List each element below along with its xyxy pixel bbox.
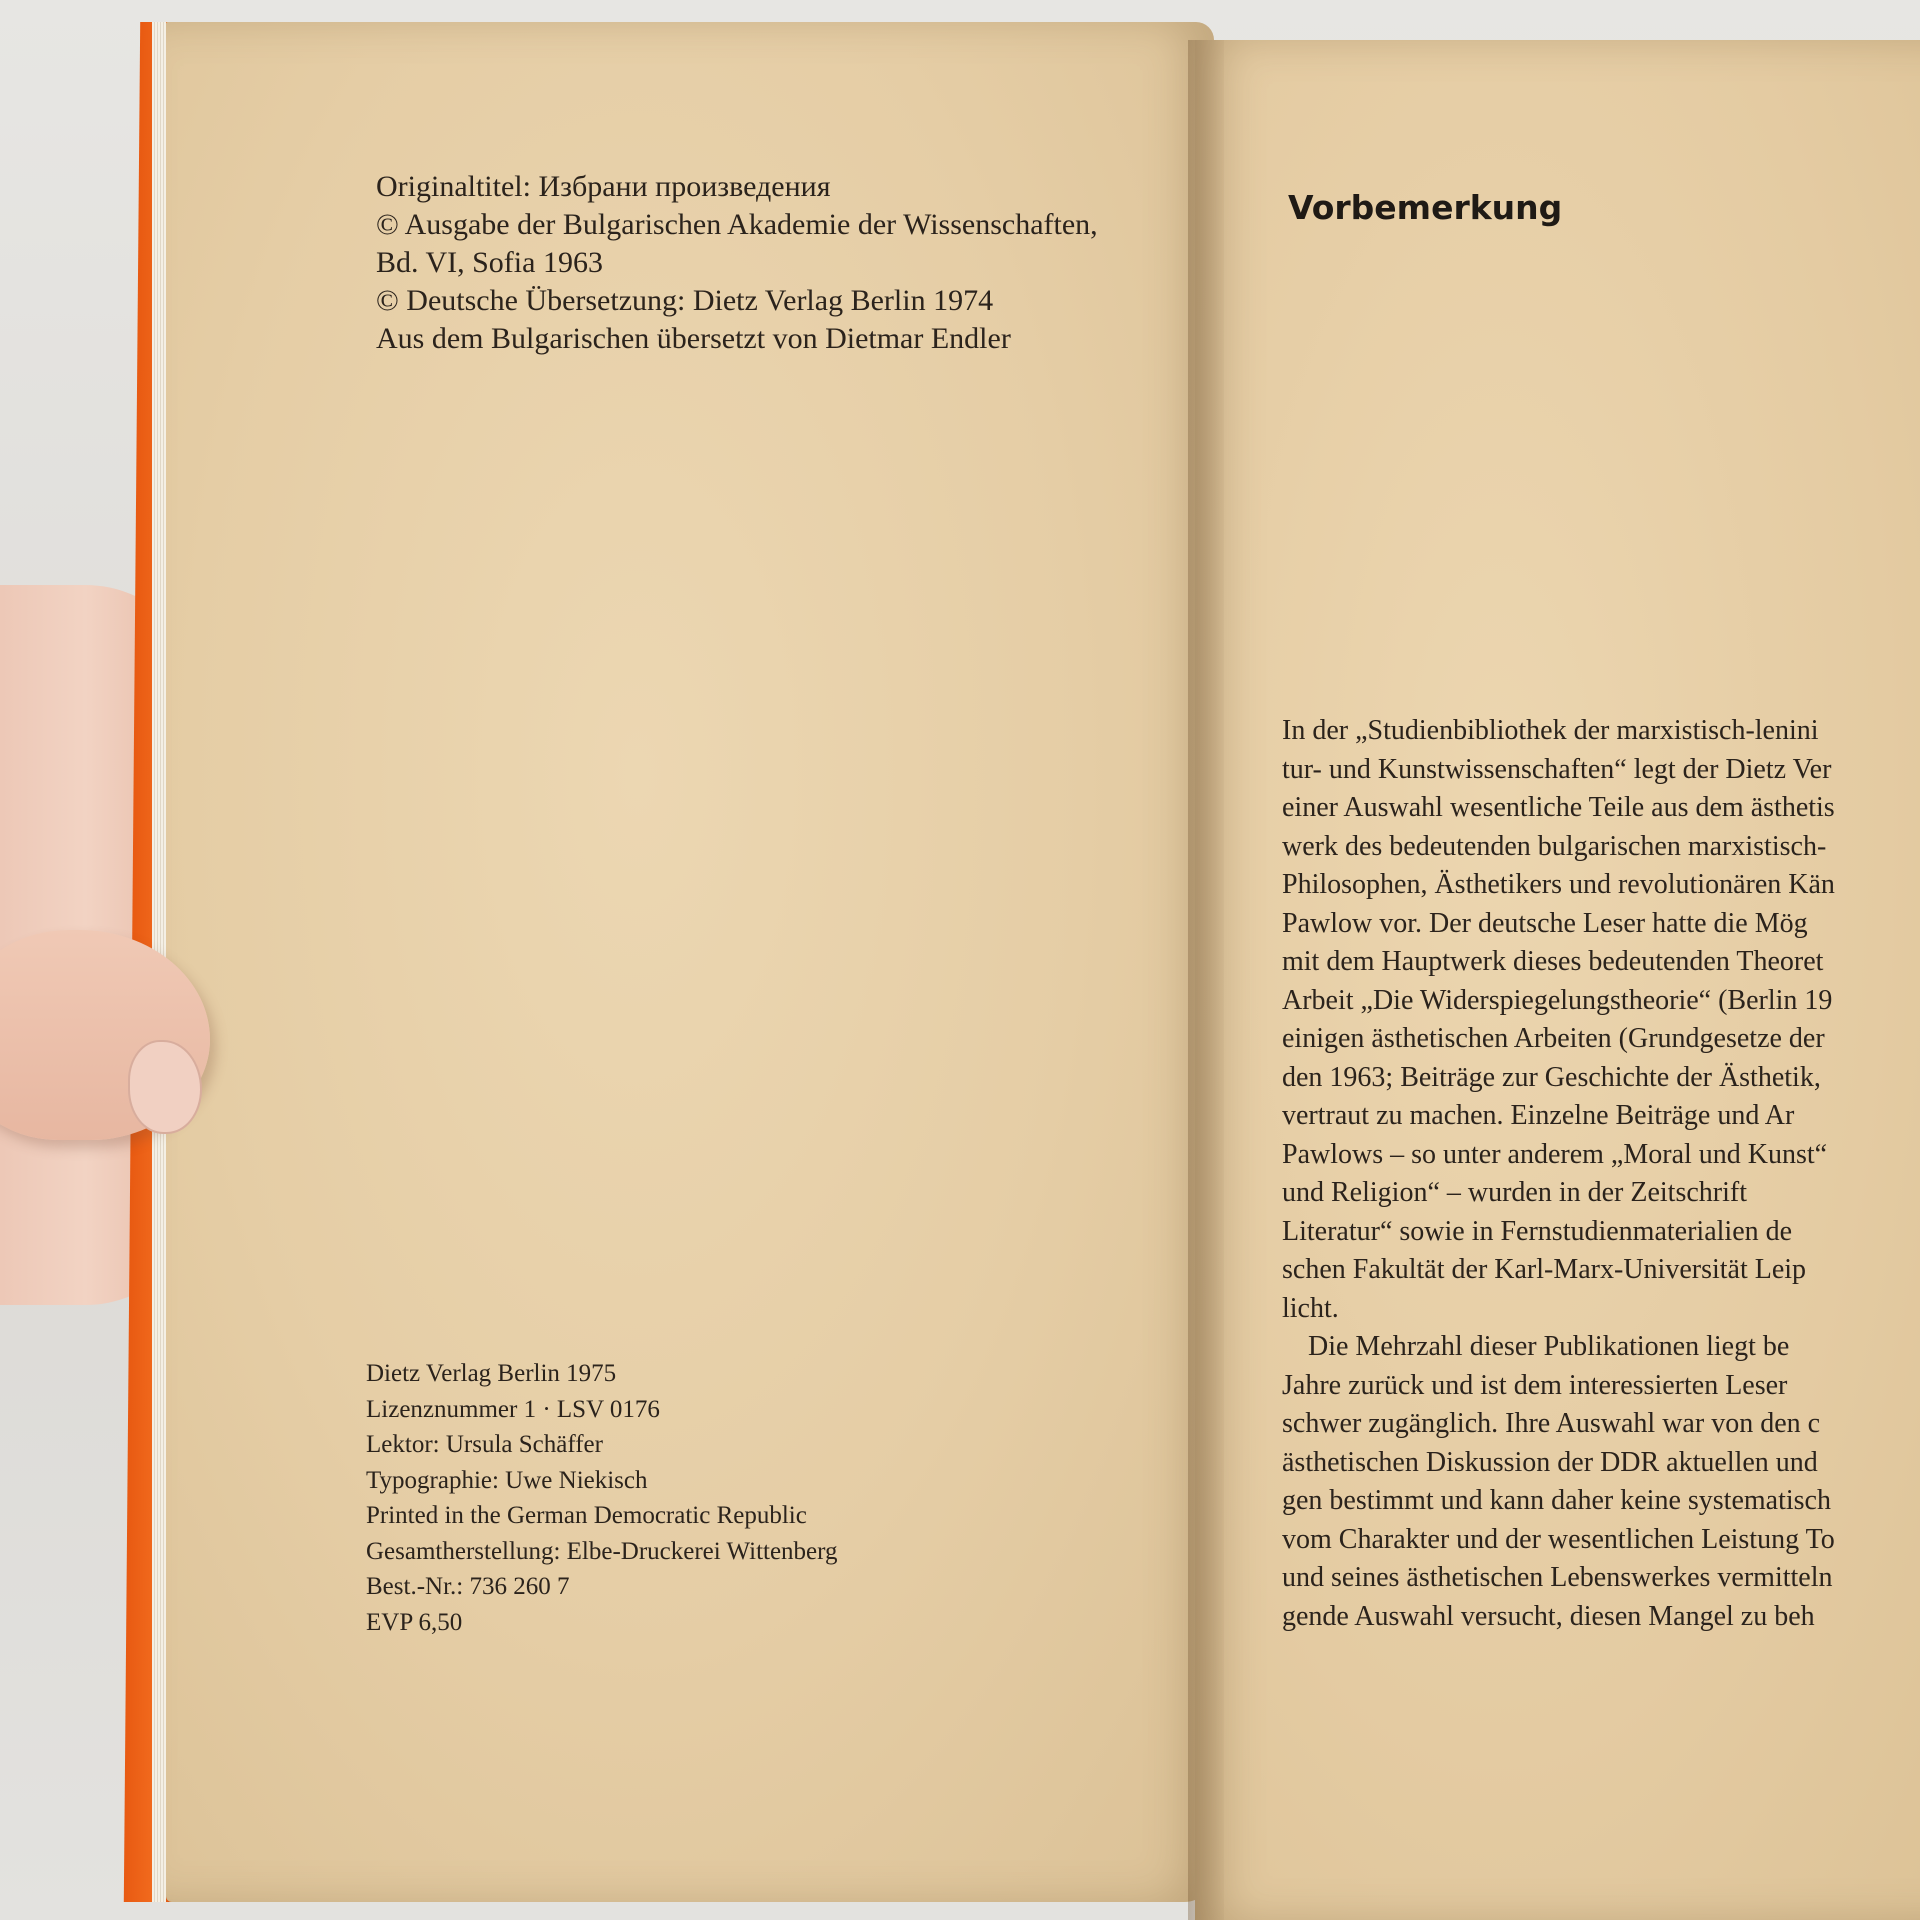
- imprint-line: Lizenznummer 1 · LSV 0176: [366, 1395, 660, 1423]
- imprint-line: Gesamtherstellung: Elbe-Druckerei Wittenberg: [366, 1537, 838, 1565]
- body-line: In der „Studienbibliothek der marxistisch-lenini: [1282, 715, 1819, 746]
- imprint-line: EVP 6,50: [366, 1608, 463, 1636]
- book-gutter: [1188, 40, 1224, 1920]
- imprint-line: Typographie: Uwe Niekisch: [366, 1466, 648, 1494]
- body-line: vertraut zu machen. Einzelne Beiträge und Ar: [1282, 1100, 1795, 1131]
- body-line: Jahre zurück und ist dem interessierten Leser: [1282, 1369, 1788, 1401]
- body-line: einer Auswahl wesentliche Teile aus dem ästhetis: [1282, 792, 1835, 823]
- body-line: schwer zugänglich. Ihre Auswahl war von den c: [1282, 1408, 1821, 1439]
- imprint-line: © Deutsche Übersetzung: Dietz Verlag Berlin 1974: [376, 284, 994, 317]
- paragraph-1: [1282, 712, 1835, 1328]
- body-line: und seines ästhetischen Lebenswerkes vermitteln: [1282, 1562, 1833, 1593]
- imprint-line: Bd. VI, Sofia 1963: [376, 246, 603, 279]
- thumbnail: [128, 1040, 202, 1134]
- body-line: einigen ästhetischen Arbeiten (Grundgesetze der: [1282, 1023, 1825, 1054]
- imprint-line: Aus dem Bulgarischen übersetzt von Dietmar Endler: [376, 322, 1011, 355]
- imprint-line: Lektor: Ursula Schäffer: [366, 1431, 603, 1458]
- paragraph-2: [1282, 1328, 1835, 1636]
- imprint-line: Best.-Nr.: 736 260 7: [366, 1573, 570, 1600]
- body-line: licht.: [1282, 1292, 1339, 1324]
- imprint-line: Dietz Verlag Berlin 1975: [366, 1360, 617, 1387]
- body-line: Philosophen, Ästhetikers und revolutionären Kän: [1282, 869, 1835, 900]
- body-line: den 1963; Beiträge zur Geschichte der Ästhetik,: [1282, 1061, 1821, 1093]
- foreword-body: [1282, 712, 1835, 1636]
- body-line: Pawlow vor. Der deutsche Leser hatte die Mög: [1282, 907, 1808, 939]
- imprint-top: [376, 168, 1098, 358]
- body-line: schen Fakultät der Karl-Marx-Universität Leip: [1282, 1254, 1807, 1285]
- body-line: Literatur“ sowie in Fernstudienmaterialien de: [1282, 1215, 1793, 1247]
- imprint-line: Printed in the German Democratic Republic: [366, 1502, 807, 1529]
- body-line: ästhetischen Diskussion der DDR aktuellen und: [1282, 1446, 1818, 1478]
- body-line: tur- und Kunstwissenschaften“ legt der Dietz Ver: [1282, 753, 1832, 785]
- body-line: mit dem Hauptwerk dieses bedeutenden Theoret: [1282, 946, 1824, 977]
- section-heading: Vorbemerkung: [1288, 188, 1563, 227]
- body-line: Arbeit „Die Widerspiegelungstheorie“ (Berlin 19: [1282, 984, 1833, 1016]
- body-line: gende Auswahl versucht, diesen Mangel zu beh: [1282, 1600, 1815, 1632]
- imprint-bottom: [366, 1356, 838, 1640]
- body-line: Die Mehrzahl dieser Publikationen liegt be: [1308, 1331, 1790, 1362]
- imprint-line: Originaltitel: Избрани произведения: [376, 170, 831, 203]
- body-line: vom Charakter und der wesentlichen Leistung To: [1282, 1523, 1835, 1555]
- body-line: und Religion“ – wurden in der Zeitschrift: [1282, 1177, 1747, 1208]
- body-line: Pawlows – so unter anderem „Moral und Kunst“: [1282, 1138, 1828, 1170]
- imprint-line: © Ausgabe der Bulgarischen Akademie der Wissenschaften,: [376, 208, 1098, 241]
- body-line: gen bestimmt und kann daher keine systematisch: [1282, 1485, 1831, 1516]
- body-line: werk des bedeutenden bulgarischen marxistisch-: [1282, 830, 1827, 862]
